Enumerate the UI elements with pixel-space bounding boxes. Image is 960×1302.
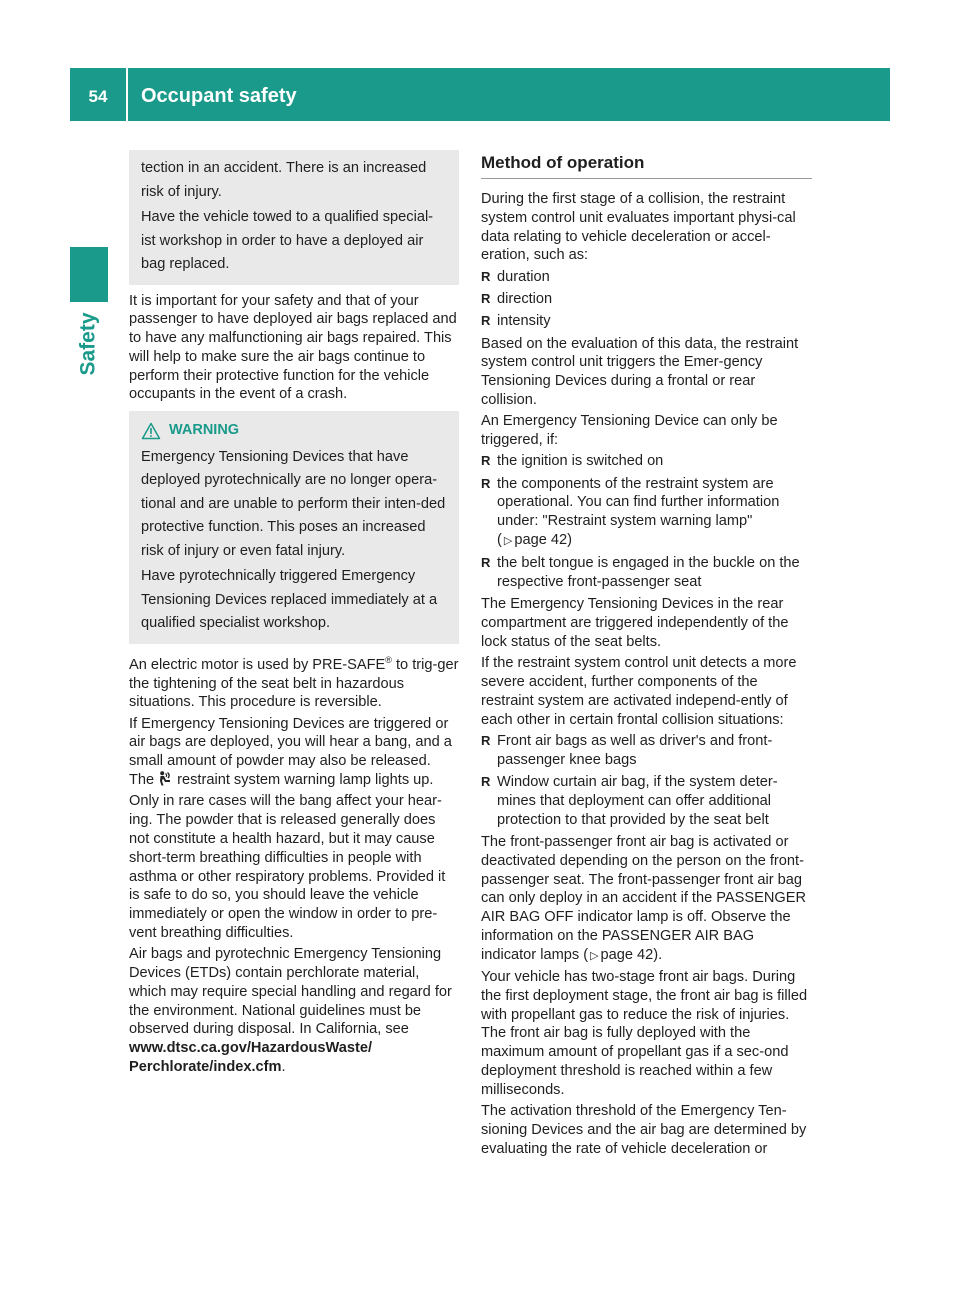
list-item: R the belt tongue is engaged in the buckle on the respective front-passenger seat [481,555,800,591]
page-reference-link[interactable]: ( ▷ page 42) [497,531,572,551]
triggered-text-a: If Emergency Tensioning Devices are triggered or air bags are deployed, you will hear a bang, and a small amount of powder may also be released. The [129,715,452,789]
page-number: 54 [88,86,108,106]
section-divider [481,178,812,179]
header-divider [126,68,128,121]
bullet-mark: R [481,475,491,491]
paragraph-severe-accident: If the restraint system control unit detects a more severe accident, further components of the restraint system are activated independ-ently of each other in certain frontal collision situations: [481,655,797,728]
bullet-mark: R [481,290,491,306]
warning-paragraph-2: Have pyrotechnically triggered Emergency Tensioning Devices replaced immediately at a qualified specialist workshop. [141,568,438,632]
arrow-right-icon: ▷ [590,949,599,962]
list-trigger-conditions [481,452,812,592]
paragraph-activation-threshold: The activation threshold of the Emergency Ten-sioning Devices and the air bag are determined by evaluating the rate of vehicle deceleration or [481,1103,807,1157]
left-column [129,150,459,1079]
warning-box [129,411,459,644]
section-tab-block [70,247,108,302]
restraint-system-warning-lamp-icon [159,771,172,786]
bullet-mark: R [481,453,491,469]
list-item: R intensity [481,313,551,330]
list-item: R the components of the restraint system are operational. You can find further information under: "Restraint system warning lamp" ( ▷ page 42) [481,475,812,551]
triggered-text-b: restraint system warning lamp lights up. [177,772,434,789]
section-tab-label: Safety [77,312,100,376]
paragraph-hearing: Only in rare cases will the bang affect your hear-ing. The powder that is released generally does not constitute a health hazard, but it may cause short-term breathing difficulties in people with asthma or other respiratory problems. Provided it is safe to do so, you should leave the vehicle immediately or open the window in order to pre-vent breathing difficulties. [129,793,446,941]
bullet-mark: R [481,774,491,790]
section-heading: Method of operation [481,153,645,172]
paragraph-perchlorate [129,945,459,1077]
perchlorate-end: . [281,1059,286,1076]
bullet-mark: R [481,733,491,749]
page-title: Occupant safety [141,85,297,107]
list-item: R duration [481,268,550,285]
pre-safe-text-a: An electric motor is used by PRE-SAFE [129,656,386,673]
section-tab [70,306,108,382]
paragraph-triggered [129,715,459,790]
warning-paragraph-1: Emergency Tensioning Devices that have deployed pyrotechnically are no longer opera-tional and are unable to perform their inten-ded protective function. This poses an increased risk of injury or even fatal injury. [141,448,446,559]
paragraph-air-bag-replacement: It is important for your safety and that of your passenger to have deployed air bags replaced and to have any malfunctioning air bags repaired. This will help to make sure the air bags continue to perform their protective function for the vehicle occupants in the event of a crash. [129,292,457,403]
paragraph-trigger-conditions: An Emergency Tensioning Device can only be triggered, if: [481,413,778,449]
arrow-right-icon: ▷ [503,535,513,548]
registered-mark: ® [385,654,392,665]
note-paragraph-2: Have the vehicle towed to a qualified special-ist workshop in order to have a deployed air bag replaced. [141,209,434,272]
list-item: R the ignition is switched on [481,453,664,470]
list-item: R Front air bags as well as driver's and front-passenger knee bags [481,733,773,768]
warning-header [141,419,447,443]
bullet-mark: R [481,555,491,571]
paragraph-two-stage: Your vehicle has two-stage front air bags. During the first deployment stage, the front air bag is filled with propellant gas to reduce the risk of injuries. The front air bag is fully deployed with the maximum amount of propellant gas if a sec-ond deployment threshold is reached within a few milliseconds. [481,969,808,1098]
bullet-mark: R [481,313,491,329]
list-airbag-components [481,732,812,829]
page-reference-link[interactable]: ▷ page 42). [588,946,662,966]
note-box [129,150,459,285]
warning-triangle-icon [141,422,161,440]
right-column [481,150,812,1161]
paragraph-intro: During the first stage of a collision, the restraint system control unit evaluates important physi-cal data relating to vehicle deceleration or accel-eration, such as: [481,191,796,264]
note-paragraph-1: tection in an accident. There is an increased risk of injury. [141,160,427,200]
paragraph-evaluation: Based on the evaluation of this data, the restraint system control unit triggers the Emer-gency Tensioning Devices during a frontal or rear collision. [481,335,799,408]
paragraph-pre-safe [129,656,459,712]
perchlorate-text: Air bags and pyrotechnic Emergency Tensioning Devices (ETDs) contain perchlorate material, which may require special handling and regard for the environment. National guidelines must be observed during disposal. In California, see [129,946,452,1038]
paragraph-passenger-airbag: The front-passenger front air bag is activated or deactivated depending on the person on the front-passenger seat. The front-passenger front air bag can only deploy in an accident if the PASSENGER AIR BAG OFF indicator lamp is off. Observe the information on the PASSENGER AIR BAG indicator lamps ( ▷ page 42). [481,833,812,966]
warning-title: WARNING [169,422,240,439]
bullet-mark: R [481,268,491,284]
list-item: R direction [481,290,553,307]
perchlorate-link[interactable]: www.dtsc.ca.gov/HazardousWaste/ Perchlorate/index.cfm [129,1040,373,1076]
paragraph-rear-compartment: The Emergency Tensioning Devices in the rear compartment are triggered independently of the lock status of the seat belts. [481,596,789,651]
pre-safe-text-b: to trig-ger the tightening of the seat belt in hazardous situations. This procedure is reversible. [129,656,459,711]
list-physical-data [481,268,812,331]
list-item: R Window curtain air bag, if the system deter-mines that deployment can offer additional protection to that provided by the seat belt [481,774,778,828]
